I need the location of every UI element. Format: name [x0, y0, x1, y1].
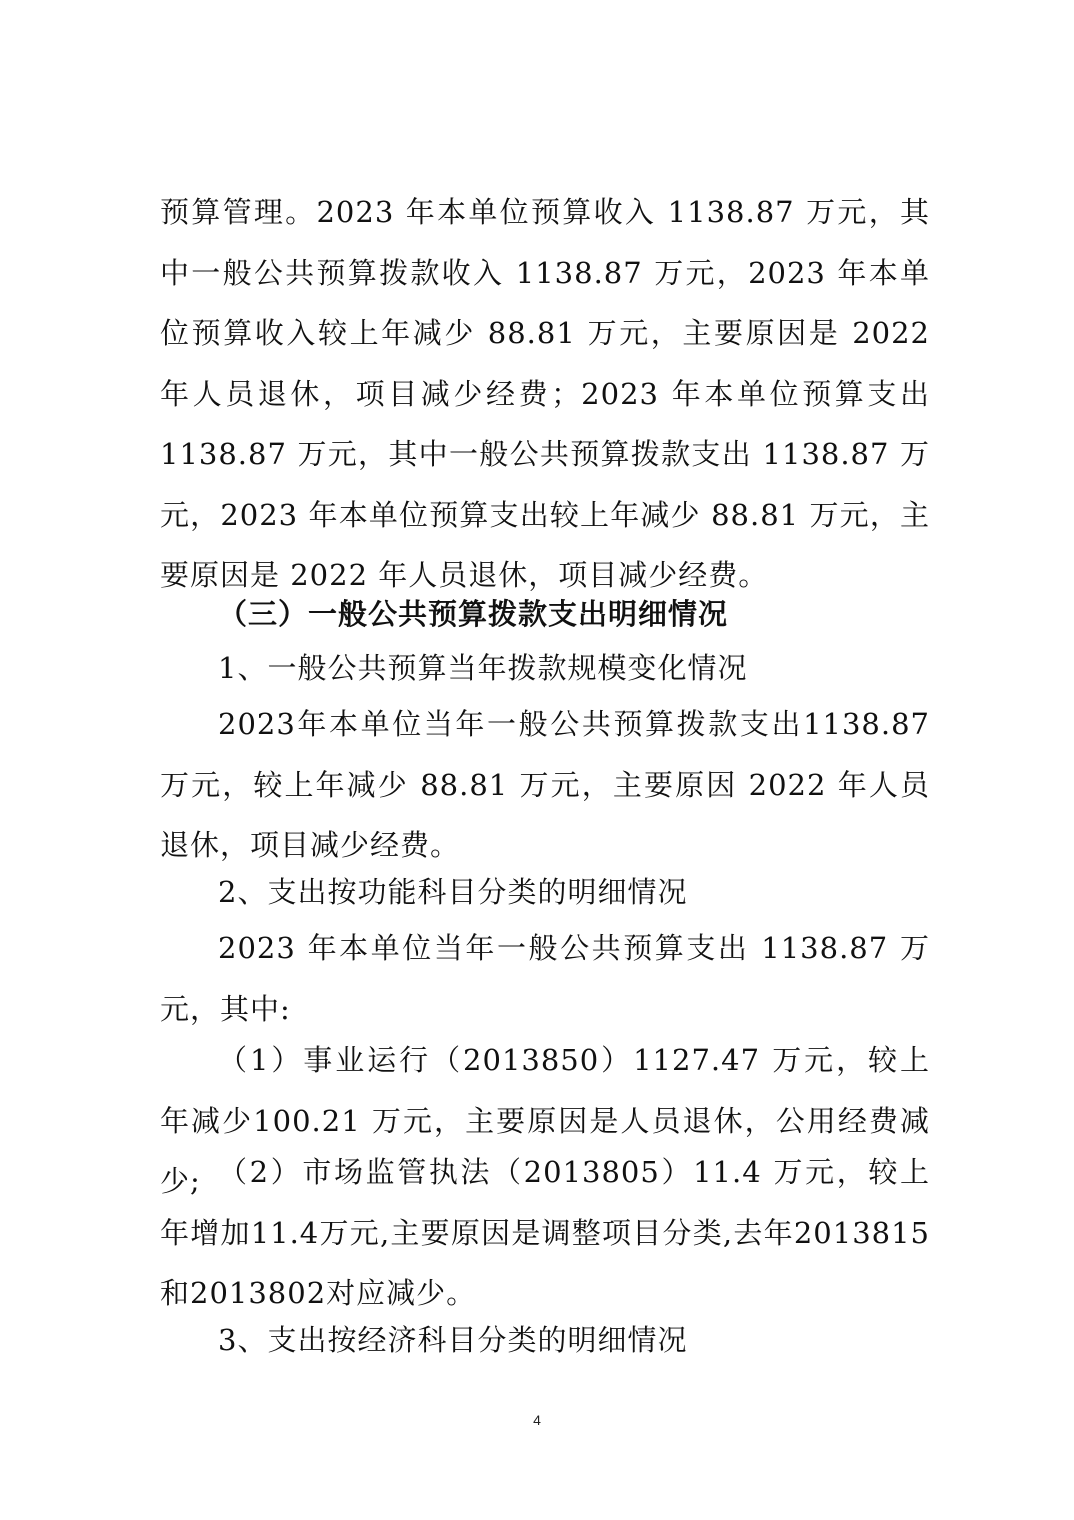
- paragraph-functional-total: 2023 年本单位当年一般公共预算支出 1138.87 万元，其中:: [160, 931, 930, 1026]
- paragraph-item-2: （2）市场监管执法（2013805）11.4 万元，较上年增加11.4万元,主要原因是调整项目分类,去年2013815和2013802对应减少。: [160, 1155, 930, 1310]
- page-number: 4: [533, 1412, 541, 1428]
- section-heading: （三）一般公共预算拨款支出明细情况: [218, 597, 729, 631]
- subsection-heading-2: 2、支出按功能科目分类的明细情况: [218, 875, 688, 909]
- paragraph-appropriation-change: 2023年本单位当年一般公共预算拨款支出1138.87万元，较上年减少 88.81 万元，主要原因 2022 年人员退休，项目减少经费。: [160, 707, 930, 862]
- subsection-heading-3: 3、支出按经济科目分类的明细情况: [218, 1323, 688, 1357]
- subsection-heading-1: 1、一般公共预算当年拨款规模变化情况: [218, 651, 748, 685]
- paragraph-budget-summary: 预算管理。2023 年本单位预算收入 1138.87 万元，其中一般公共预算拨款收入 1138.87 万元，2023 年本单位预算收入较上年减少 88.81 万元，主要原因是 2022 年人员退休，项目减少经费；2023 年本单位预算支出 1138.87 万元，其中一般公共预算拨款支出 1138.87 万元，2023 年本单位预算支出较上年减少 88.81 万元，主要原因是 2022 年人员退休，项目减少经费。: [160, 195, 930, 592]
- paragraph-item-1: （1）事业运行（2013850）1127.47 万元，较上年减少100.21 万元，主要原因是人员退休，公用经费减少;: [160, 1043, 930, 1198]
